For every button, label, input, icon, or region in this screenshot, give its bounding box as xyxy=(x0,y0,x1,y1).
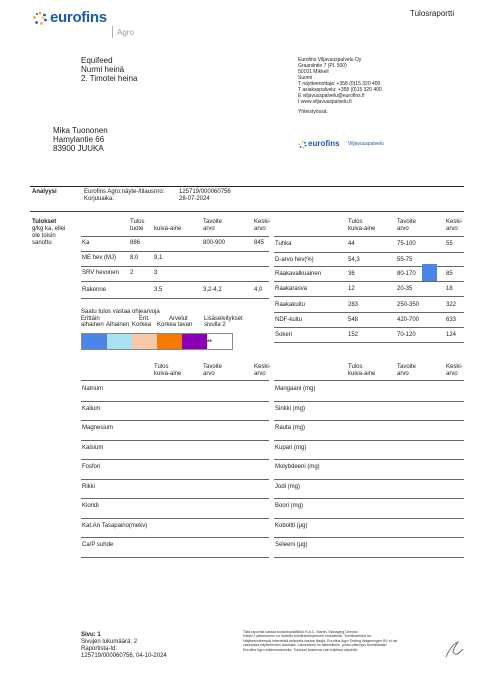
analysis-label: Analyysi xyxy=(32,189,57,195)
lab-cooperation: Yhteistyössä: xyxy=(298,109,328,115)
row-name: SRV hevonen xyxy=(82,270,119,276)
row-rule xyxy=(274,537,464,538)
report-title: Tulosraportti xyxy=(410,9,455,18)
row-name: Raakakuitu xyxy=(275,302,306,308)
mineral-left-name: Kat.An Tasapaino(mekv) xyxy=(82,522,148,529)
row-name: D-arvo hev(%) xyxy=(275,257,314,263)
row-keski: 85 xyxy=(446,271,453,277)
row-keski: 845 xyxy=(254,240,265,246)
sample-line1: Equifeed xyxy=(81,56,113,65)
results-sub-2: ole toisin xyxy=(32,233,56,239)
results-label xyxy=(32,219,65,247)
mineral-left-name: Magnesium xyxy=(82,425,114,431)
row-keski: 18 xyxy=(446,286,453,292)
row-rule xyxy=(274,518,464,519)
mineral-right-row xyxy=(274,464,464,474)
mineral-right-row xyxy=(274,484,464,494)
row-keski: 124 xyxy=(446,332,457,338)
analysis-bottom-rule xyxy=(30,211,464,212)
row-rule xyxy=(81,298,269,299)
footer-report-id: 125719/000060756, 04-10-2024 xyxy=(81,653,167,659)
row-rule xyxy=(81,251,269,252)
row-name: NDF-kuitu xyxy=(275,317,303,323)
lab-phone2: T asiakaspalvelu: +358 (0)15 320 400 xyxy=(298,87,382,93)
legend-swatch-low xyxy=(107,334,132,349)
row-rule xyxy=(274,557,464,558)
legend-label-1: Erittäin alhainen xyxy=(81,316,104,328)
mineral-left-header-tulos: Tulos kuiva-aine xyxy=(154,364,182,377)
mineral-left-name: Rikki xyxy=(82,483,95,490)
mineral-left-row xyxy=(81,523,269,533)
left-rows-top-rule xyxy=(81,236,269,237)
row-tavoite: 250-350 xyxy=(397,302,420,308)
legend-label-5: Lisäselvitykset sivulla 2 xyxy=(204,316,243,328)
logo-sub: Agro xyxy=(117,28,134,37)
results-sub-1: g/kg ka, ellei xyxy=(32,226,66,232)
lab-street: Graaniintie 7 (PL 500) xyxy=(298,63,347,69)
row-tavoite: 800-900 xyxy=(203,240,226,246)
footer-page-count: Sivujen lukumäärä: 2 xyxy=(81,639,138,645)
legend-label-3: Erit. Korkea xyxy=(132,316,152,328)
row-tulos: 548 xyxy=(348,317,359,323)
legend-swatch-very-high xyxy=(157,334,182,349)
mineral-left-name: Kalium xyxy=(82,405,101,412)
left-header-ka-2: kuiva-aine xyxy=(154,226,182,232)
legend-swatch-extra xyxy=(182,334,207,349)
sample-line2: Nurmi heinä xyxy=(81,65,125,74)
results-sub-3: sanottu xyxy=(32,240,52,246)
lab-phone1: T näytteenottaja: +358 (0)15 320 400 xyxy=(298,81,381,87)
mineral-right-row xyxy=(274,445,464,455)
row-tulos: 44 xyxy=(348,241,355,247)
row-rule xyxy=(274,281,464,282)
mineral-right-name: Sinkki (mg) xyxy=(275,405,306,412)
eurofins-logo xyxy=(32,9,142,39)
left-header-ka-1 xyxy=(154,219,181,226)
mineral-right-name: Kupari (mg) xyxy=(275,444,307,451)
mineral-left-name: Fosfori xyxy=(82,464,101,470)
row-tulos: 12 xyxy=(348,286,355,292)
mineral-right-name: Seleeni (µg) xyxy=(275,542,308,548)
row-keski: 633 xyxy=(446,317,457,323)
row-tuote: 886 xyxy=(130,240,141,246)
logo-divider xyxy=(112,26,113,38)
mineral-right-name: Koboltti (µg) xyxy=(275,522,308,529)
row-rule xyxy=(81,440,269,441)
row-tulos: 54,3 xyxy=(348,257,360,263)
right-header-tulos-1: Tulos xyxy=(348,219,363,225)
row-ka: 9,1 xyxy=(154,255,163,261)
row-tulos: 283 xyxy=(348,302,359,308)
lab-name: Eurofins Viljavuuspalvelu Oy xyxy=(298,57,362,63)
right-header-keski-1: Keski- xyxy=(446,219,463,225)
row-ka: 3 xyxy=(154,270,158,276)
lab-address xyxy=(298,57,382,115)
row-tuote: 2 xyxy=(130,270,134,276)
row-tulos: 152 xyxy=(348,332,359,338)
mineral-right-row xyxy=(274,542,464,552)
legend-label-4: Arvelut Korkea tavan xyxy=(157,316,193,328)
row-rule xyxy=(274,327,464,328)
mineral-right-header-tavoite: Tavoite arvo xyxy=(397,364,417,377)
customer-street: Hamylantie 66 xyxy=(53,135,105,144)
row-tavoite: 55-75 xyxy=(397,257,413,263)
mineral-left-row xyxy=(81,425,269,435)
small-logo-sub: Viljavuuspalvelu xyxy=(348,141,384,147)
eurofins-logo-icon xyxy=(32,10,48,26)
left-header-keski xyxy=(254,219,271,233)
mineral-left-row xyxy=(81,503,269,513)
row-rule xyxy=(274,459,464,460)
mineral-left-header-tavoite: Tavoite arvo xyxy=(203,364,223,377)
mineral-left-top-rule xyxy=(81,380,269,381)
row-rule xyxy=(274,401,464,402)
row-tulos: 36 xyxy=(348,271,355,277)
row-rule xyxy=(274,420,464,421)
row-keski: 322 xyxy=(446,302,457,308)
mineral-right-row xyxy=(274,406,464,416)
left-header-keski-1: Keski- xyxy=(254,219,271,225)
mineral-left-header-keski: Keski- arvo xyxy=(254,364,271,377)
row-tuote: 8,0 xyxy=(130,255,139,261)
analysis-date-label: Korjuuaika: xyxy=(84,196,115,202)
left-header-tulos xyxy=(130,219,144,233)
row-rule xyxy=(274,296,464,297)
row-name: Raakarasva xyxy=(275,286,308,292)
footer-report-id-label: Raportista-Id: xyxy=(81,646,118,652)
mineral-right-row xyxy=(274,386,464,396)
row-rule xyxy=(81,459,269,460)
mineral-left-row xyxy=(81,484,269,494)
lab-country: Suomi xyxy=(298,75,313,81)
row-name: Tuhka xyxy=(275,241,292,247)
row-tavoite: 70-120 xyxy=(397,332,416,338)
footer-info xyxy=(81,632,167,660)
left-header-ka xyxy=(154,219,181,233)
logo-text: eurofins xyxy=(50,9,107,26)
row-rule xyxy=(274,312,464,313)
footer-disclaimer: Tätä raporttia vastaa tuotantopäällikkö H.A.C. Martin, Managing Director. Kaikki / palvelumme on tuotettu toimitusehtojemme mukaisesti. Toimitusehdot ks: Näytteenotteessä ilmeneistä seikoista vastaa tilaaja. Eurofins Agro Testing Wageningen BV ei ole vastuussa näytteenoton laadusta. Laboratorio on akkreditoitu, jonka pätevyys tunnistetaan Eurofins Agro tutkimusalueella. Tulokset koskevat vain tutkittua näytettä. xyxy=(243,630,398,652)
row-rule xyxy=(81,266,269,267)
mineral-left-row xyxy=(81,542,269,552)
lab-email: E viljavuuspalvelu@eurofins.fi xyxy=(298,93,365,99)
row-name: Sokeri xyxy=(275,332,293,338)
mineral-right-name: Molybdeeni (mg) xyxy=(275,464,320,470)
row-keski: 55 xyxy=(446,241,453,247)
row-tavoite: 420-700 xyxy=(397,317,420,323)
row-rule xyxy=(274,479,464,480)
row-rule xyxy=(81,479,269,480)
row-rule xyxy=(81,281,269,282)
lab-web: I www.viljavuuspalvelu.fi xyxy=(298,99,352,105)
mineral-left-row xyxy=(81,406,269,416)
mineral-right-name: Mangaani (mg) xyxy=(275,386,316,392)
mineral-left-name: Ca/P suhde xyxy=(82,542,114,548)
analysis-sample-no: 125719/000060756 xyxy=(179,189,231,195)
indicator-swatch-raakavalkuainen xyxy=(422,264,437,281)
mineral-left-name: Kalsium xyxy=(82,444,104,451)
right-header-tavoite-1: Tavoite xyxy=(397,219,417,225)
row-rule xyxy=(81,420,269,421)
mineral-right-row xyxy=(274,523,464,533)
row-rule xyxy=(81,537,269,538)
right-header-tavoite-2: arvo xyxy=(397,226,409,232)
mineral-left-name: Kloridi xyxy=(82,503,99,509)
analysis-top-rule xyxy=(30,186,464,187)
row-tavoite: 3,2-4,2 xyxy=(203,287,222,293)
right-header-tulos-2: kuiva-aine xyxy=(348,226,376,232)
left-header-tavoite-1: Tavoite xyxy=(203,219,223,225)
row-tavoite: 20-35 xyxy=(397,286,413,292)
mineral-right-top-rule xyxy=(274,380,464,381)
right-header-tulos xyxy=(348,219,375,233)
customer-info xyxy=(53,126,108,153)
right-header-tavoite xyxy=(397,219,416,233)
row-rule xyxy=(274,440,464,441)
right-rows-top-rule xyxy=(274,236,464,237)
row-rule xyxy=(274,342,464,343)
legend-labels xyxy=(81,316,251,332)
right-header-keski xyxy=(446,219,463,233)
left-header-tulos-1: Tulos xyxy=(130,219,145,225)
mineral-right-name: Boori (mg) xyxy=(275,503,304,509)
sample-info xyxy=(81,56,137,83)
row-rule xyxy=(81,498,269,499)
row-name: Raakavalkuainen xyxy=(275,271,322,277)
signature xyxy=(443,640,465,660)
mineral-left-name: Natrium xyxy=(82,386,104,392)
left-header-tulos-2: tuote xyxy=(130,226,144,232)
analysis-date: 28-07-2024 xyxy=(179,196,210,202)
left-header-tavoite xyxy=(203,219,222,233)
mineral-right-header-tulos: Tulos kuiva-aine xyxy=(348,364,376,377)
row-name: Ka xyxy=(82,240,90,246)
legend-swatch-high xyxy=(132,334,157,349)
left-header-keski-2: arvo xyxy=(254,226,266,232)
results-title: Tulokset xyxy=(32,219,57,225)
left-header-tavoite-2: arvo xyxy=(203,226,215,232)
mineral-left-row xyxy=(81,464,269,474)
row-rule xyxy=(274,498,464,499)
mineral-right-row xyxy=(274,503,464,513)
legend-note: ** xyxy=(207,340,212,346)
small-logo-icon xyxy=(298,140,307,149)
mineral-right-row xyxy=(274,425,464,435)
mineral-right-name: Rauta (mg) xyxy=(275,425,306,431)
mineral-right-header-keski: Keski- arvo xyxy=(446,364,463,377)
sample-line3: 2. Timotei heina xyxy=(81,74,138,83)
row-rule xyxy=(274,252,464,253)
row-rule xyxy=(81,401,269,402)
row-name: Rakenne xyxy=(82,287,107,293)
row-tavoite: 80-170 xyxy=(397,271,416,277)
row-rule xyxy=(81,557,269,558)
customer-name: Mika Tuononen xyxy=(53,126,108,135)
eurofins-small-logo xyxy=(298,139,408,151)
row-keski: 4,0 xyxy=(254,287,263,293)
customer-city: 83900 JUUKA xyxy=(53,144,104,153)
row-tavoite: 75-100 xyxy=(397,241,416,247)
row-ka: 3,5 xyxy=(154,287,163,293)
row-rule xyxy=(81,518,269,519)
right-header-keski-2: arvo xyxy=(446,226,458,232)
legend-label-2: Alhainen xyxy=(106,322,130,328)
mineral-left-row xyxy=(81,445,269,455)
small-logo-text: eurofins xyxy=(308,139,340,148)
analysis-product: Eurofins Agro:näyte-/tilausnro: xyxy=(84,189,165,195)
legend-title: Saatu tulos vastaa ohjearvoja xyxy=(81,309,160,315)
legend-swatch-very-low xyxy=(82,334,107,349)
mineral-right-name: Jodi (mg) xyxy=(275,483,301,490)
footer-page: Sivu: 1 xyxy=(81,632,101,638)
lab-postal: 50101 Mikkeli xyxy=(298,69,329,75)
mineral-left-row xyxy=(81,386,269,396)
row-name: ME hev (MJ) xyxy=(82,255,117,261)
